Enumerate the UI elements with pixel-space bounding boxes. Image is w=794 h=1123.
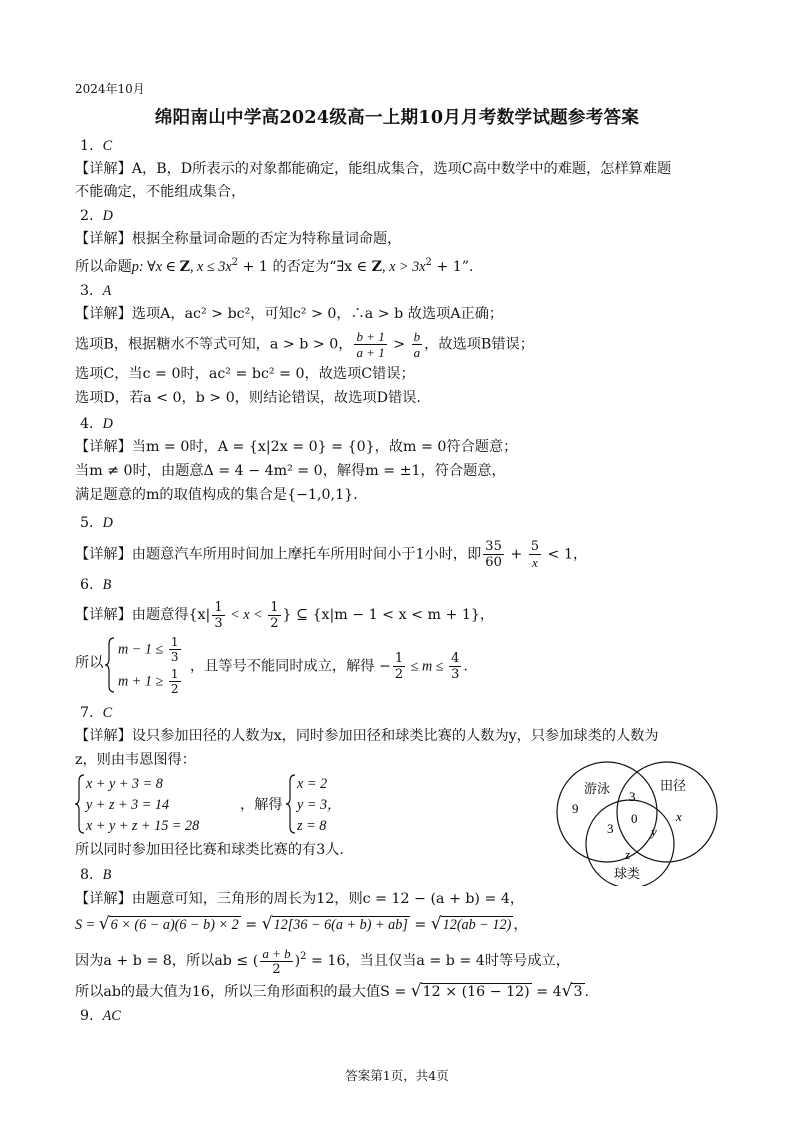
q2-tag: 【详解】 (75, 231, 132, 247)
venn-label-track: 田径 (660, 779, 687, 794)
q3-text-1: 选项A，ac² > bc²，可知c² > 0，∴a > b 故选项A正确； (131, 306, 504, 322)
venn-value-swim-ball: 3 (607, 821, 614, 836)
q6-explain-line-2: ，且等号不能同时成立，解得 − $\frac{1}{2}$ ≤ m ≤ $\frac{4}{3}$ . (190, 651, 468, 682)
q8-answer: B (102, 867, 112, 883)
q6-system-eq-1: m − 1 ≤ $\frac{1}{3}$ (118, 635, 179, 664)
q7-text-1: 设只参加田径的人数为x，同时参加田径和球类比赛的人数为y，只参加球类的人数为 (131, 728, 659, 744)
q5-text-1a: 由题意汽车所用时间加上摩托车所用时间小于1小时，即 (131, 546, 482, 563)
q4-answer: D (102, 416, 113, 432)
q2-answer-line (80, 206, 113, 226)
q3-text-2b: ，故选项B错误； (424, 336, 534, 353)
q9-number: 9. (80, 1008, 94, 1024)
q5-tag: 【详解】 (75, 546, 132, 563)
q8-radical-1: 6 × (6 − a)(6 − b) × 2 (110, 917, 239, 933)
q2-integers-symbol-2: Z (371, 259, 383, 275)
venn-diagram (552, 760, 724, 886)
q6-fraction-2: $\frac{1}{2}$ (270, 599, 279, 631)
q3-explain-line-4: 选项D，若a < 0，b > 0，则结论错误，故选项D错误. (75, 390, 421, 406)
venn-value-track-ball: y (651, 824, 657, 839)
q5-fraction-1: $\frac{35}{60}$ (485, 539, 502, 570)
page-footer: 答案第1页，共4页 (345, 1068, 449, 1083)
q4-explain-line-2: 当m ≠ 0时，由题意Δ = 4 − 4m² = 0，解得m = ±1，符合题意， (75, 463, 506, 479)
q2-text-2c: , x ≤ 3x (189, 259, 232, 275)
q1-tag: 【详解】 (75, 161, 132, 177)
q6-text-1a: 由题意得{x| (131, 607, 211, 623)
q4-number: 4. (80, 416, 94, 432)
q1-answer-line (80, 136, 112, 156)
q5-text-1b: < 1， (543, 546, 588, 563)
q7-equation-3: x + y + z + 15 = 28 (86, 818, 200, 834)
q2-text-1: 根据全称量词命题的否定为特称量词命题， (131, 231, 402, 247)
q6-so-label: 所以 (75, 655, 104, 671)
q7-explain-line-2: z，则由韦恩图得： (75, 752, 196, 768)
q8-radical-3: 12(ab − 12) (442, 917, 512, 933)
q8-explain-line-1 (75, 889, 524, 909)
q5-answer-line (80, 513, 113, 533)
page-title: 绵阳南山中学高2024级高一上期10月月考数学试题参考答案 (154, 108, 640, 128)
q2-explain-line-1 (75, 229, 401, 249)
q3-explain-line-3: 选项C，当c = 0时，ac² = bc² = 0，故选项C错误； (75, 366, 415, 382)
q2-text-2e: , x > 3x (382, 259, 426, 275)
q7-solution-brace (285, 774, 297, 834)
q7-explain-line-3: 所以同时参加田径比赛和球类比赛的有3人. (75, 842, 344, 858)
q7-answer: C (102, 705, 113, 721)
q3-tag: 【详解】 (75, 306, 132, 322)
q3-number: 3. (80, 283, 94, 299)
q2-text-2b: p: ∀x ∈ (131, 259, 180, 275)
q3-answer: A (102, 283, 112, 299)
q7-number: 7. (80, 705, 94, 721)
q8-radical-5: 3 (573, 984, 583, 1000)
q2-explain-line-2: 所以命题p: ∀x ∈ Z, $x \le 3x^2 + 1$ 的否定为“∃x ∈ Z, $x > 3x^2 + 1$”. (75, 257, 474, 275)
q8-text-1: 由题意可知，三角形的周长为12，则c = 12 − (a + b) = 4， (131, 891, 525, 907)
venn-value-all-three: 0 (631, 811, 638, 826)
q8-explain-line-3: 因为a + b = 8，所以ab ≤ ( $\frac{a + b}{2}$ )$^2$ = 16，当且仅当a = b = 4时等号成立， (75, 945, 570, 977)
q3-fraction-1: $\frac{b + 1}{a + 1}$ (356, 329, 385, 360)
q5-fraction-2: $\frac{5}{x}$ (530, 539, 540, 570)
q5-answer: D (102, 515, 113, 531)
q3-answer-line (80, 281, 111, 301)
q7-solution-1: x = 2 (297, 776, 328, 792)
exam-date: 2024年10月 (75, 82, 145, 96)
q8-tag: 【详解】 (75, 891, 132, 907)
q7-equation-2: y + z + 3 = 14 (86, 797, 170, 813)
q6-text-1b: } ⊆ {x|m − 1 < x < m + 1}， (282, 607, 495, 623)
q1-explain-line-2: 不能确定，不能组成集合， (75, 184, 246, 200)
q7-solution-3: z = 8 (297, 818, 327, 834)
q2-text-2d: + 1 的否定为“∃x ∈ (238, 259, 372, 275)
q6-answer-line (80, 575, 111, 595)
q9-answer: AC (102, 1008, 121, 1024)
venn-value-swim-only: 9 (572, 801, 579, 816)
q2-number: 2. (80, 208, 94, 224)
q2-text-2a: 所以命题 (75, 259, 132, 275)
q6-tag: 【详解】 (75, 607, 132, 623)
venn-value-track-only: x (676, 809, 682, 824)
q3-explain-line-1 (75, 304, 503, 324)
venn-label-swim: 游泳 (584, 782, 611, 797)
venn-value-swim-track: 3 (629, 789, 636, 804)
venn-value-ball-only: z (625, 847, 631, 862)
q9-answer-line (80, 1006, 121, 1026)
q3-text-2a: 选项B，根据糖水不等式可知，a > b > 0， (75, 336, 353, 353)
q4-explain-line-3: 满足题意的m的取值构成的集合是{−1,0,1}. (75, 487, 358, 503)
q7-equation-1: x + y + 3 = 8 (86, 776, 163, 792)
q6-system-eq-2: m + 1 ≥ $\frac{1}{2}$ (118, 667, 179, 696)
q7-solution-2: y = 3， (297, 797, 342, 813)
q7-answer-line (80, 703, 112, 723)
q1-answer: C (102, 138, 113, 154)
q7-solution-label: ，解得 (240, 797, 283, 813)
q6-fraction-1: $\frac{1}{3}$ (214, 599, 223, 631)
q3-fraction-2: $\frac{b}{a}$ (413, 329, 421, 360)
q6-explain-line-1: 【详解】由题意得{x| $\frac{1}{3}$ < x < $\frac{1}{2}$ } ⊆ {x|m − 1 < x < m + 1}， (75, 599, 495, 631)
q8-radical-4: 12 × (16 − 12) (422, 984, 530, 1000)
q5-number: 5. (80, 515, 94, 531)
q1-text-1: A，B，D所表示的对象都能确定，能组成集合，选项C高中数学中的难题，怎样算难题 (131, 161, 672, 177)
q6-answer: B (102, 577, 112, 593)
q6-system-brace (104, 637, 116, 693)
q2-text-2f: + 1”. (431, 259, 474, 275)
q7-tag: 【详解】 (75, 728, 132, 744)
q8-explain-line-2: S = √6 × (6 − a)(6 − b) × 2 = √12[36 − 6(a + b) + ab] = √12(ab − 12) ， (75, 914, 528, 934)
q8-number: 8. (80, 867, 94, 883)
q6-number: 6. (80, 577, 94, 593)
q4-tag: 【详解】 (75, 439, 132, 455)
q5-explain-line-1: 【详解】由题意汽车所用时间加上摩托车所用时间小于1小时，即 $\frac{35}{60}$ + $\frac{5}{x}$ < 1， (75, 539, 588, 570)
q1-explain-line-1 (75, 159, 671, 179)
q2-integers-symbol: Z (179, 259, 190, 275)
q4-explain-line-1 (75, 437, 517, 457)
q8-answer-line (80, 865, 111, 885)
q8-explain-line-4: 所以ab的最大值为16，所以三角形面积的最大值S = √12 × (16 − 12) = 4√3 . (75, 981, 590, 1001)
q3-explain-line-2: 选项B，根据糖水不等式可知，a > b > 0， $\frac{b + 1}{a + 1}$ > $\frac{b}{a}$ ，故选项B错误； (75, 329, 534, 360)
venn-label-ball: 球类 (614, 867, 641, 882)
q4-answer-line (80, 414, 113, 434)
q8-radical-2: 12[36 − 6(a + b) + ab] (273, 917, 408, 933)
q7-explain-line-1 (75, 726, 659, 746)
q7-system-brace (74, 774, 86, 834)
q1-number: 1. (80, 138, 94, 154)
q4-text-1: 当m = 0时，A = {x|2x = 0} = {0}，故m = 0符合题意； (131, 439, 518, 455)
q2-answer: D (102, 208, 113, 224)
